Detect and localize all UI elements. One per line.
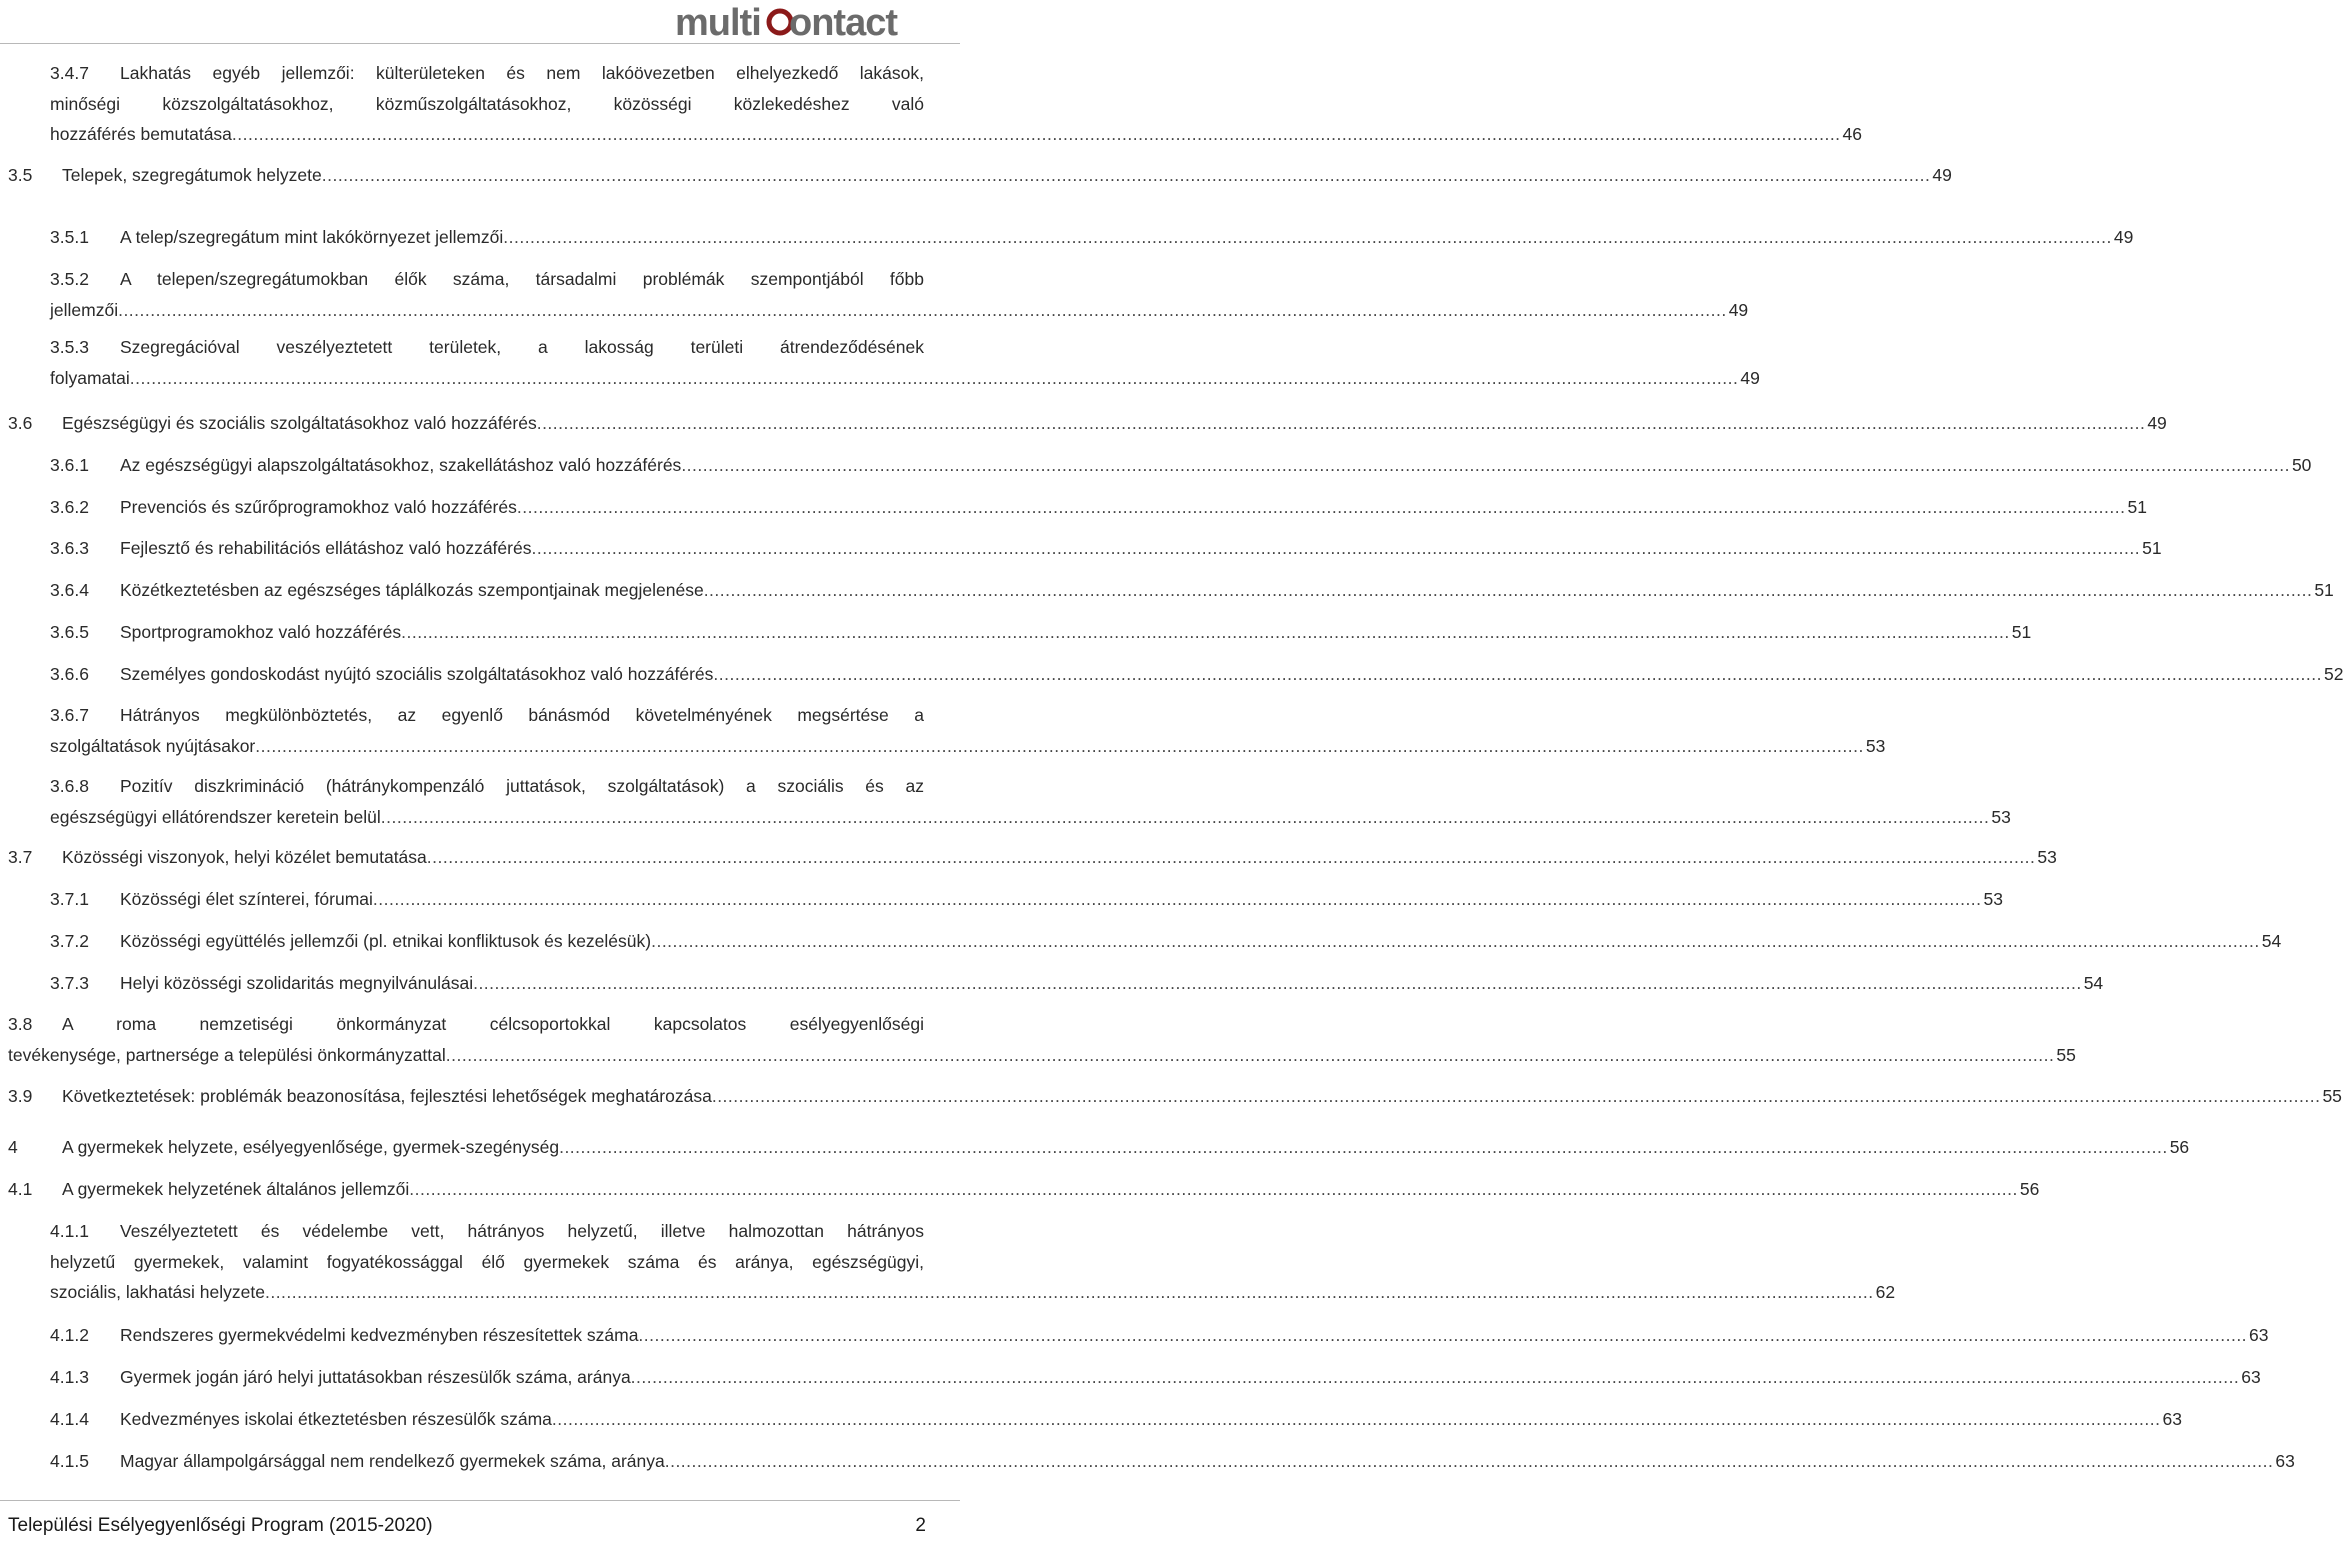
toc-line xyxy=(50,1277,1896,1308)
toc-entry-number: 3.6.5 xyxy=(50,622,89,642)
toc-entry-number: 3.5.2 xyxy=(50,269,89,289)
toc-line xyxy=(50,222,2134,253)
toc-line xyxy=(8,1081,2342,1112)
toc-entry-title: Közösségi élet színterei, fórumai xyxy=(120,889,373,909)
toc-entry-title: Lakhatás egyéb jellemzői: külterületeken és nem lakóövezetben elhelyezkedő lakások, xyxy=(120,63,924,83)
toc-entry-number: 4.1.3 xyxy=(50,1367,89,1387)
toc-entry[interactable] xyxy=(50,1362,2261,1393)
toc-page-number: 53 xyxy=(2037,847,2057,867)
toc-entry-number: 3.8 xyxy=(8,1014,33,1034)
toc-page-number: 52 xyxy=(2324,664,2343,684)
toc-entry-number: 4.1.5 xyxy=(50,1451,89,1471)
toc-entry[interactable] xyxy=(50,1446,2295,1477)
toc-leader-dots: ............................................................................................................................................................................................................................................................................................................ xyxy=(531,538,2141,558)
toc-entry-number: 3.7.1 xyxy=(50,889,89,909)
toc-entry-number: 3.7.3 xyxy=(50,973,89,993)
toc-entry-number: 4.1.4 xyxy=(50,1409,89,1429)
toc-line xyxy=(50,89,958,120)
toc-entry[interactable] xyxy=(50,492,2147,523)
toc-leader-dots: ............................................................................................................................................................................................................................................................................................................ xyxy=(401,622,2010,642)
page-number: 2 xyxy=(915,1515,926,1536)
toc-line xyxy=(50,332,958,363)
toc-line xyxy=(50,659,2343,690)
toc-entry[interactable] xyxy=(50,968,2104,999)
toc-entry[interactable] xyxy=(50,617,2032,648)
toc-entry[interactable] xyxy=(50,1216,1896,1308)
toc-entry-number: 3.6.3 xyxy=(50,538,89,558)
toc-entry-title: Kedvezményes iskolai étkeztetésben részesülők száma xyxy=(120,1409,552,1429)
toc-entry-number: 3.6 xyxy=(8,413,33,433)
toc-line xyxy=(8,160,1952,191)
toc-line xyxy=(50,58,958,89)
toc-page-number: 51 xyxy=(2011,622,2032,642)
toc-leader-dots: ............................................................................................................................................................................................................................................................................................................ xyxy=(551,1409,2161,1429)
multicontact-logo xyxy=(675,2,925,42)
toc-leader-dots: ............................................................................................................................................................................................................................................................................................................ xyxy=(651,931,2260,951)
toc-entry-title: Közétkeztetésben az egészséges táplálkozás szempontjainak megjelenése xyxy=(120,580,704,600)
toc-entry[interactable] xyxy=(8,842,2057,873)
toc-leader-dots: ............................................................................................................................................................................................................................................................................................................ xyxy=(380,806,1990,827)
toc-entry[interactable] xyxy=(50,1320,2269,1351)
toc-entry-title: Az egészségügyi alapszolgáltatásokhoz, szakellátáshoz való hozzáférés xyxy=(120,455,682,475)
toc-page-number: 62 xyxy=(1875,1282,1896,1303)
toc-line xyxy=(50,731,1886,762)
toc-line xyxy=(50,771,958,802)
toc-leader-dots: ............................................................................................................................................................................................................................................................................................................ xyxy=(711,1086,2321,1106)
toc-entry-title: egészségügyi ellátórendszer keretein belül xyxy=(50,806,381,827)
toc-entry-title: szolgáltatások nyújtásakor xyxy=(50,735,256,756)
toc-entry[interactable] xyxy=(50,222,2134,253)
toc-page-number: 63 xyxy=(2275,1451,2295,1471)
toc-entry-title: Veszélyeztetett és védelembe vett, hátrányos helyzetű, illetve halmozottan hátrányos xyxy=(120,1221,924,1241)
toc-leader-dots: ............................................................................................................................................................................................................................................................................................................ xyxy=(231,124,1841,145)
toc-entry-title: Rendszeres gyermekvédelmi kedvezményben részesítettek száma xyxy=(120,1325,639,1345)
toc-line xyxy=(50,575,2334,606)
toc-entry-number: 3.5.3 xyxy=(50,337,89,357)
toc-leader-dots: ............................................................................................................................................................................................................................................................................................................ xyxy=(703,580,2313,600)
svg-text:multi: multi xyxy=(675,2,761,44)
toc-entry-title: tevékenysége, partnersége a települési önkormányzattal xyxy=(8,1044,446,1065)
toc-entry-number: 4.1.1 xyxy=(50,1221,89,1241)
toc-entry-title: Szegregációval veszélyeztetett területek, a lakosság területi átrendeződésének xyxy=(120,337,924,357)
toc-page-number: 49 xyxy=(2113,227,2134,247)
toc-leader-dots: ............................................................................................................................................................................................................................................................................................................ xyxy=(118,299,1727,320)
toc-page-number: 51 xyxy=(2127,497,2147,517)
toc-leader-dots: ............................................................................................................................................................................................................................................................................................................ xyxy=(129,367,1739,388)
toc-entry-title: folyamatai xyxy=(50,367,130,388)
toc-entry[interactable] xyxy=(50,884,2003,915)
toc-entry-title: Pozitív diszkrimináció (hátránykompenzáló juttatások, szolgáltatások) a szociális és az xyxy=(120,776,924,796)
header-rule xyxy=(0,43,960,44)
toc-entry-title: Fejlesztő és rehabilitációs ellátáshoz való hozzáférés xyxy=(120,538,532,558)
toc-line xyxy=(50,1404,2182,1435)
toc-entry[interactable] xyxy=(50,1404,2182,1435)
toc-entry-title: Személyes gondoskodást nyújtó szociális szolgáltatásokhoz való hozzáférés xyxy=(120,664,714,684)
toc-line xyxy=(8,408,2167,439)
toc-page-number: 56 xyxy=(2169,1137,2190,1157)
toc-entry-title: A roma nemzetiségi önkormányzat célcsoportokkal kapcsolatos esélyegyenlőségi xyxy=(62,1014,924,1034)
toc-page-number: 49 xyxy=(1740,367,1760,388)
toc-leader-dots: ............................................................................................................................................................................................................................................................................................................ xyxy=(445,1044,2055,1065)
toc-entry-number: 3.6.7 xyxy=(50,705,89,725)
toc-line xyxy=(8,1174,2040,1205)
footer-title: Települési Esélyegyenlőségi Program (2015-2020) xyxy=(8,1515,433,1536)
toc-entry-title: Hátrányos megkülönböztetés, az egyenlő bánásmód követelményének megsértése a xyxy=(120,705,924,725)
toc-leader-dots: ............................................................................................................................................................................................................................................................................................................ xyxy=(321,165,1931,185)
toc-page-number: 51 xyxy=(2314,580,2334,600)
toc-line xyxy=(50,533,2162,564)
toc-entry-title: Következtetések: problémák beazonosítása, fejlesztési lehetőségek meghatározása xyxy=(62,1086,712,1106)
toc-entry[interactable] xyxy=(50,533,2162,564)
toc-entry-title: helyzetű gyermekek, valamint fogyatékossággal élő gyermekek száma és aránya, egészségügyi, xyxy=(50,1251,924,1272)
toc-entry-number: 4.1.2 xyxy=(50,1325,89,1345)
toc-page-number: 54 xyxy=(2083,973,2104,993)
toc-entry[interactable] xyxy=(8,1132,2190,1163)
toc-entry-number: 3.6.2 xyxy=(50,497,89,517)
toc-entry-title: A gyermekek helyzetének általános jellemzői xyxy=(62,1179,410,1199)
toc-leader-dots: ............................................................................................................................................................................................................................................................................................................ xyxy=(664,1451,2274,1471)
toc-leader-dots: ............................................................................................................................................................................................................................................................................................................ xyxy=(516,497,2126,517)
toc-entry-number: 3.7.2 xyxy=(50,931,89,951)
toc-entry-number: 4.1 xyxy=(8,1179,33,1199)
toc-leader-dots: ............................................................................................................................................................................................................................................................................................................ xyxy=(264,1282,1874,1303)
toc-line xyxy=(50,700,958,731)
toc-line xyxy=(50,926,2282,957)
toc-entry-number: 3.5 xyxy=(8,165,33,185)
toc-entry[interactable] xyxy=(8,1081,2342,1112)
toc-entry-title: A telep/szegregátum mint lakókörnyezet jellemzői xyxy=(120,227,504,247)
toc-page-number: 49 xyxy=(1932,165,1952,185)
toc-page-number: 56 xyxy=(2019,1179,2040,1199)
toc-entry-number: 3.5.1 xyxy=(50,227,89,247)
toc-entry-number: 4 xyxy=(8,1137,18,1157)
toc-leader-dots: ............................................................................................................................................................................................................................................................................................................ xyxy=(473,973,2082,993)
toc-leader-dots: ............................................................................................................................................................................................................................................................................................................ xyxy=(630,1367,2240,1387)
toc-entry-title: Helyi közösségi szolidaritás megnyilvánulásai xyxy=(120,973,474,993)
toc-entry-number: 3.6.6 xyxy=(50,664,89,684)
toc-line xyxy=(50,1362,2261,1393)
toc-line xyxy=(50,968,2104,999)
toc-line xyxy=(50,802,2011,833)
toc-leader-dots: ............................................................................................................................................................................................................................................................................................................ xyxy=(255,735,1864,756)
toc-entry-number: 3.6.8 xyxy=(50,776,89,796)
toc-entry-title: Egészségügyi és szociális szolgáltatásokhoz való hozzáférés xyxy=(62,413,537,433)
toc-entry-title: Sportprogramokhoz való hozzáférés xyxy=(120,622,402,642)
toc-line xyxy=(50,450,2312,481)
toc-entry-number: 3.7 xyxy=(8,847,33,867)
toc-leader-dots: ............................................................................................................................................................................................................................................................................................................ xyxy=(638,1325,2248,1345)
toc-entry[interactable] xyxy=(50,659,2343,690)
toc-line xyxy=(50,264,958,295)
toc-page-number: 46 xyxy=(1842,124,1863,145)
toc-line xyxy=(50,492,2147,523)
toc-leader-dots: ............................................................................................................................................................................................................................................................................................................ xyxy=(426,847,2036,867)
toc-entry[interactable] xyxy=(50,264,1749,325)
toc-entry[interactable] xyxy=(8,1174,2040,1205)
toc-line xyxy=(50,884,2003,915)
toc-line xyxy=(50,363,1760,394)
toc-entry-number: 3.6.4 xyxy=(50,580,89,600)
toc-entry[interactable] xyxy=(50,700,1886,761)
toc-page-number: 55 xyxy=(2322,1086,2342,1106)
toc-entry-title: A telepen/szegregátumokban élők száma, társadalmi problémák szempontjából főbb xyxy=(120,269,924,289)
toc-line xyxy=(50,1320,2269,1351)
toc-line xyxy=(50,1247,958,1278)
footer-rule xyxy=(0,1500,960,1501)
toc-line xyxy=(8,1040,2076,1071)
toc-entry-title: Telepek, szegregátumok helyzete xyxy=(62,165,322,185)
toc-entry-number: 3.9 xyxy=(8,1086,33,1106)
toc-entry-number: 3.4.7 xyxy=(50,63,89,83)
toc-entry[interactable] xyxy=(50,771,2011,832)
toc-leader-dots: ............................................................................................................................................................................................................................................................................................................ xyxy=(559,1137,2168,1157)
toc-page-number: 49 xyxy=(2147,413,2167,433)
toc-entry-title: jellemzői xyxy=(50,299,119,320)
toc-leader-dots: ............................................................................................................................................................................................................................................................................................................ xyxy=(713,664,2323,684)
toc-entry[interactable] xyxy=(8,1009,2076,1070)
toc-line xyxy=(8,1132,2190,1163)
toc-leader-dots: ............................................................................................................................................................................................................................................................................................................ xyxy=(536,413,2146,433)
toc-entry-title: minőségi közszolgáltatásokhoz, közműszolgáltatásokhoz, közösségi közlekedéshez való xyxy=(50,93,924,114)
toc-page-number: 53 xyxy=(1991,806,2011,827)
toc-line xyxy=(50,617,2032,648)
toc-line xyxy=(50,1216,958,1247)
toc-leader-dots: ............................................................................................................................................................................................................................................................................................................ xyxy=(372,889,1982,909)
toc-line xyxy=(50,295,1749,326)
toc-entry-title: szociális, lakhatási helyzete xyxy=(50,1282,265,1303)
toc-line xyxy=(50,1446,2295,1477)
page-footer xyxy=(8,1515,926,1537)
toc-page-number: 63 xyxy=(2162,1409,2182,1429)
toc-entry-number: 3.6.1 xyxy=(50,455,89,475)
svg-text:ontact: ontact xyxy=(789,2,897,44)
toc-page-number: 50 xyxy=(2291,455,2312,475)
toc-page-number: 63 xyxy=(2249,1325,2269,1345)
toc-entry-title: Gyermek jogán járó helyi juttatásokban részesülők száma, aránya xyxy=(120,1367,631,1387)
toc-page-number: 53 xyxy=(1983,889,2003,909)
toc-page-number: 55 xyxy=(2056,1044,2076,1065)
toc-line xyxy=(8,1009,958,1040)
toc-leader-dots: ............................................................................................................................................................................................................................................................................................................ xyxy=(681,455,2290,475)
toc-entry[interactable] xyxy=(50,58,1863,150)
toc-line xyxy=(8,842,2057,873)
toc-entry[interactable] xyxy=(50,450,2312,481)
toc-page-number: 49 xyxy=(1728,299,1749,320)
toc-leader-dots: ............................................................................................................................................................................................................................................................................................................ xyxy=(503,227,2112,247)
toc-entry-title: hozzáférés bemutatása xyxy=(50,124,232,145)
toc-leader-dots: ............................................................................................................................................................................................................................................................................................................ xyxy=(409,1179,2018,1199)
toc-page-number: 53 xyxy=(1865,735,1886,756)
toc-entry-title: Közösségi együttélés jellemzői (pl. etnikai konfliktusok és kezelésük) xyxy=(120,931,652,951)
toc-entry[interactable] xyxy=(50,926,2282,957)
toc-entry[interactable] xyxy=(50,332,1760,393)
toc-entry-title: Prevenciós és szűrőprogramokhoz való hozzáférés xyxy=(120,497,517,517)
toc-entry-title: A gyermekek helyzete, esélyegyenlősége, gyermek-szegénység xyxy=(62,1137,560,1157)
toc-entry-title: Közösségi viszonyok, helyi közélet bemutatása xyxy=(62,847,427,867)
toc-entry[interactable] xyxy=(50,575,2334,606)
toc-entry[interactable] xyxy=(8,408,2167,439)
toc-page-number: 63 xyxy=(2241,1367,2261,1387)
toc-page-number: 54 xyxy=(2261,931,2282,951)
toc-entry-title: Magyar állampolgársággal nem rendelkező gyermekek száma, aránya xyxy=(120,1451,665,1471)
toc-line xyxy=(50,119,1863,150)
toc-page-number: 51 xyxy=(2142,538,2162,558)
toc-entry[interactable] xyxy=(8,160,1952,191)
